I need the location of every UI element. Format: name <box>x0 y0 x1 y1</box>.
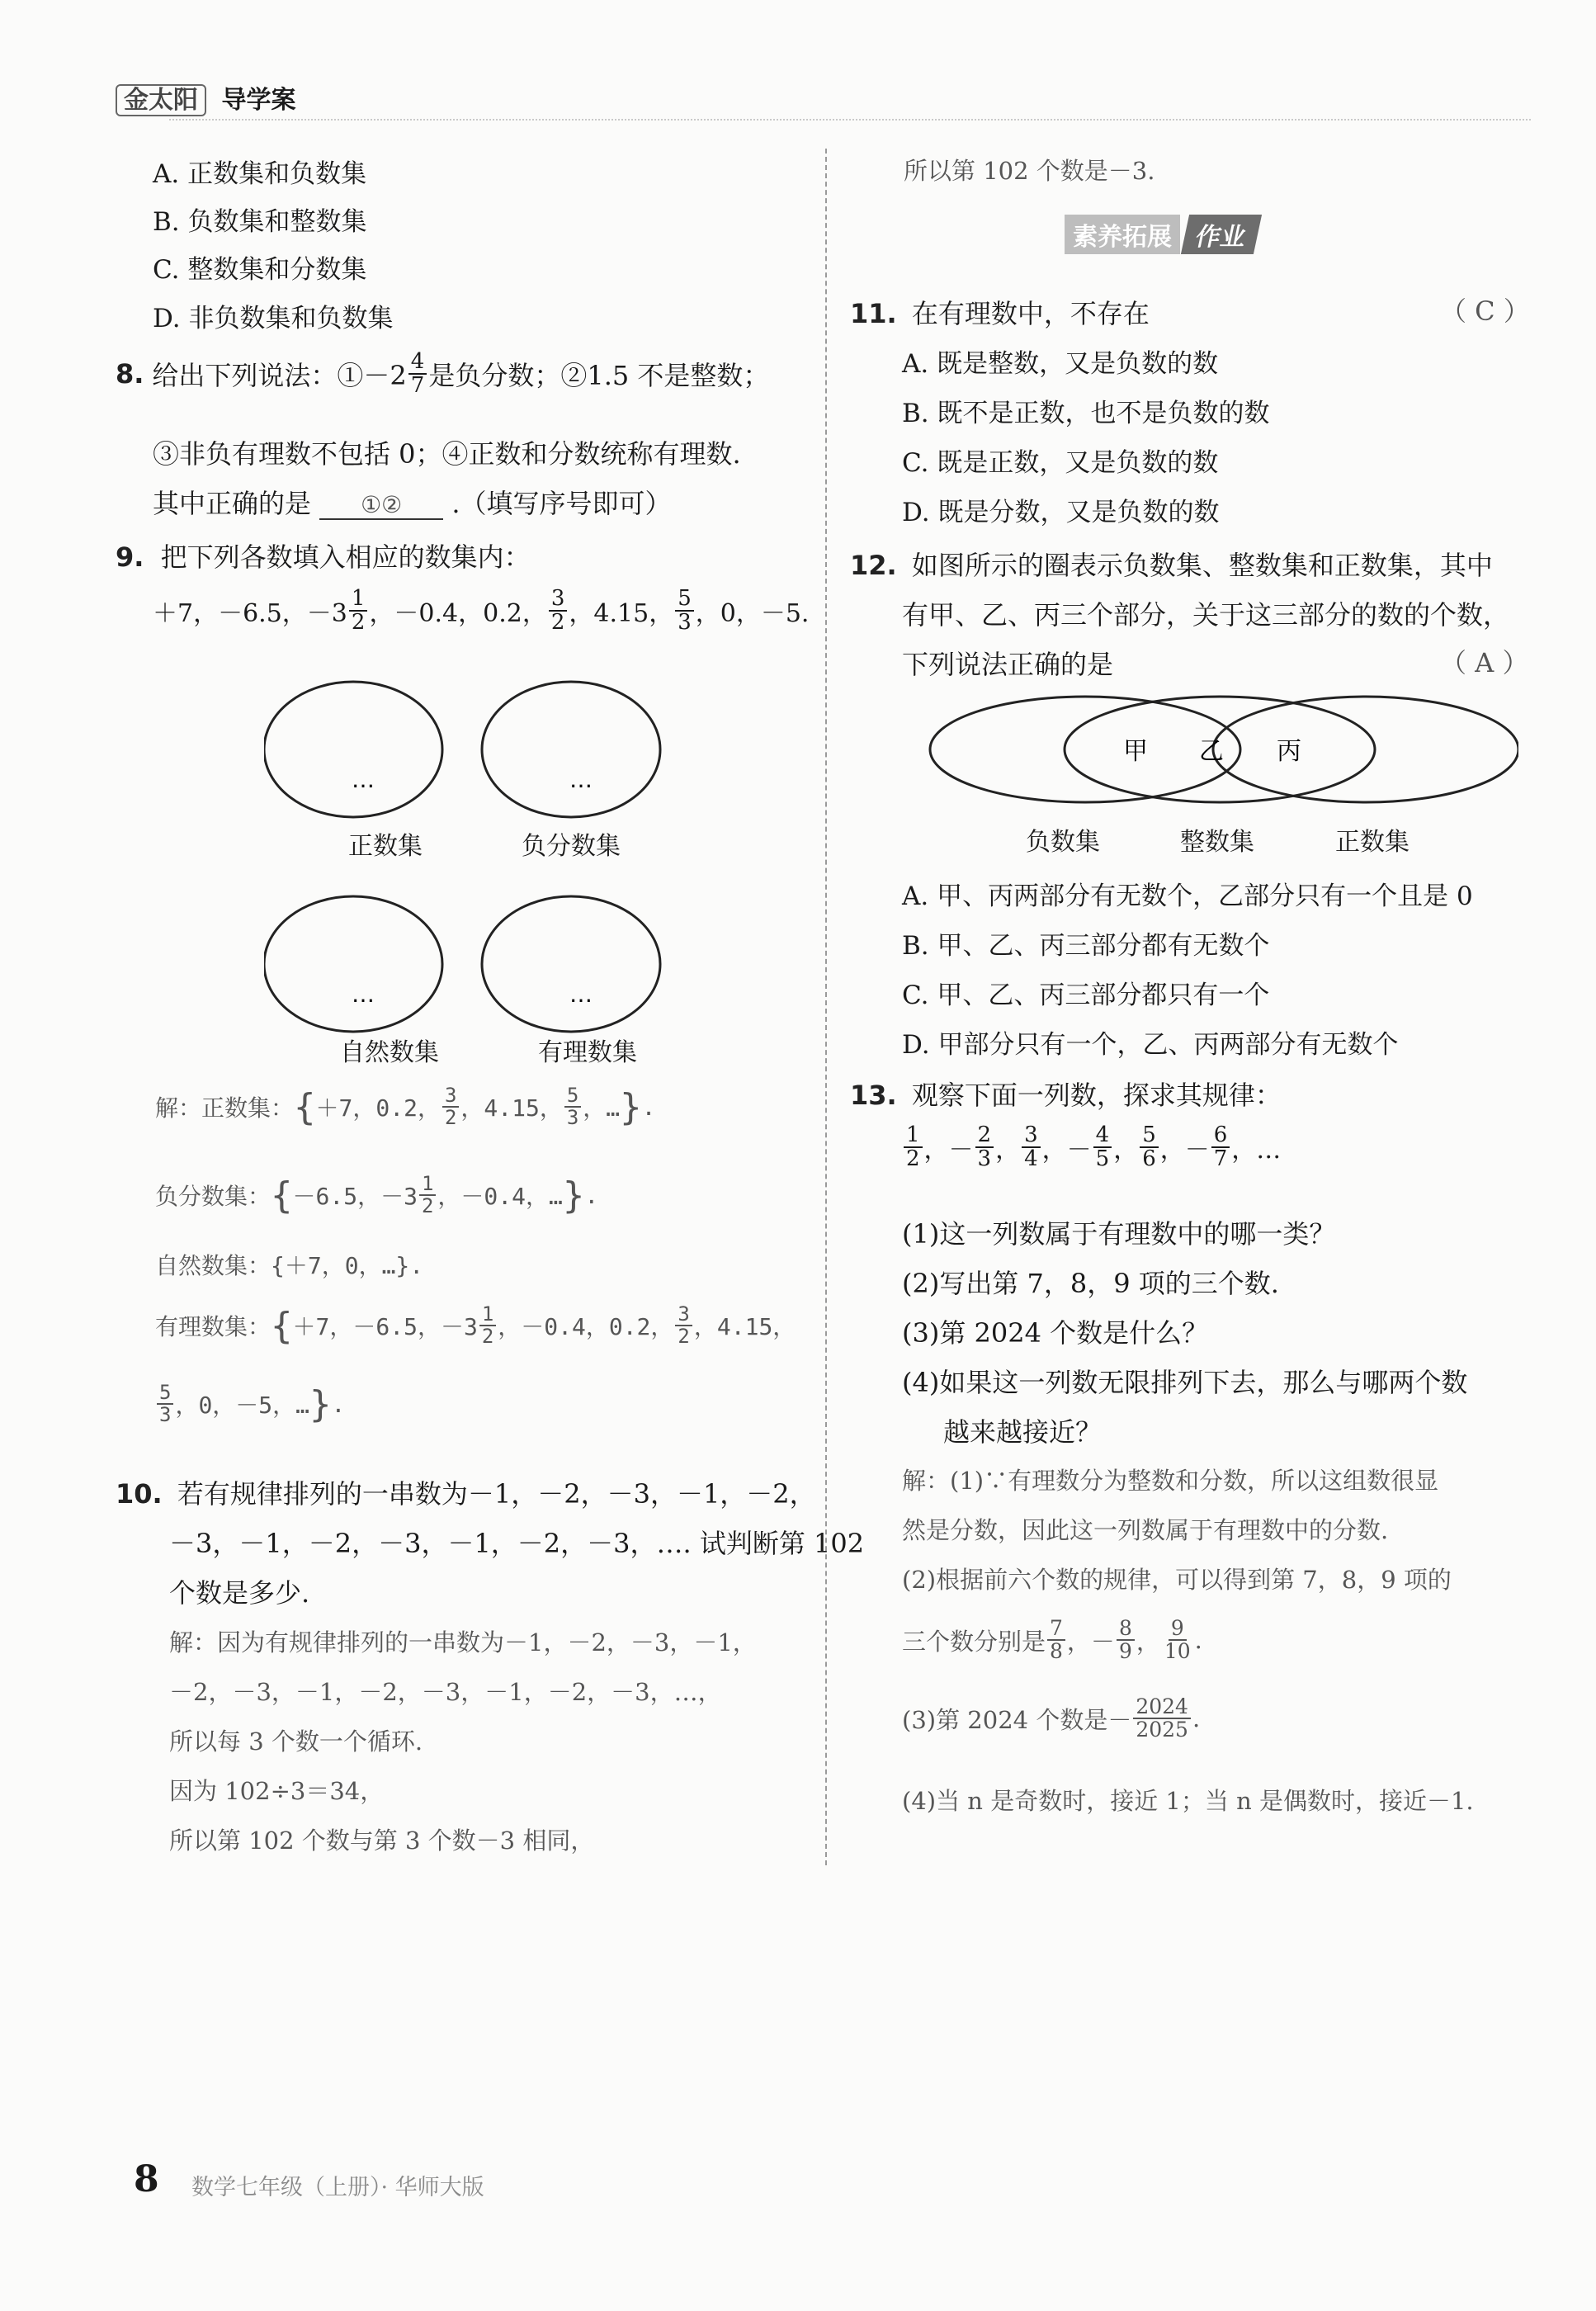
q9-frac-2 <box>549 588 568 635</box>
q8-line1 <box>116 351 769 398</box>
sol-part: ＋7，－6.5，－3 <box>292 1313 478 1341</box>
q8-frac-num: 4 <box>408 351 427 375</box>
q12-line2: 有甲、乙、丙三个部分，关于这三部分的数的个数， <box>902 599 1510 631</box>
frac-num: 3 <box>549 588 568 612</box>
column-divider <box>825 149 827 1865</box>
q8-fraction <box>408 351 427 398</box>
brand-name: 金太阳 <box>116 84 206 116</box>
q10-sol-3: 所以每 3 个数一个循环. <box>169 1727 423 1756</box>
frac-num: 5 <box>564 1085 581 1108</box>
frac-num: 2024 <box>1133 1696 1191 1719</box>
sol-frac <box>157 1382 173 1425</box>
sol-part: ＋7，0.2， <box>315 1094 441 1122</box>
section-badge <box>1065 216 1258 253</box>
q9-nums-a: ＋7，－6.5，－3 <box>153 599 347 629</box>
q11-number: 11. <box>850 298 897 329</box>
venn-label-integer: 整数集 <box>1180 828 1254 857</box>
q11-option-d: D. 既是分数，又是负数的数 <box>902 498 1220 527</box>
venn-label-negative: 负数集 <box>1026 828 1100 857</box>
seq-separator: ，－ <box>1041 1136 1092 1165</box>
brace-close: } <box>309 1382 332 1425</box>
frac-num: 3 <box>1022 1124 1041 1148</box>
q8-number: 8. <box>116 358 144 390</box>
frac-den: 3 <box>977 1146 992 1172</box>
q9-sol-natural: 自然数集：{＋7，0，…}. <box>155 1252 424 1279</box>
frac-num: 1 <box>419 1174 436 1196</box>
q9-sol-rational-cont <box>155 1382 345 1425</box>
sol-period: . <box>584 1181 599 1209</box>
q7-option-d: D. 非负数集和负数集 <box>153 304 394 333</box>
frac-den: 3 <box>678 610 692 636</box>
q8-text-a: 给出下列说法：①－2 <box>152 360 407 392</box>
frac-den: 10 <box>1164 1639 1191 1664</box>
frac-num: 1 <box>479 1304 496 1326</box>
q12-option-c: C. 甲、乙、丙三部分都只有一个 <box>902 981 1270 1010</box>
ellipsis: … <box>352 981 375 1008</box>
q9-sol-rational <box>155 1304 796 1347</box>
q13-sol-4: (4)当 n 是奇数时，接近 1；当 n 是偶数时，接近－1. <box>902 1787 1474 1815</box>
venn-label-positive: 正数集 <box>1335 828 1409 857</box>
seq-fraction <box>1140 1124 1159 1171</box>
rational-set-ellipse <box>482 896 660 1032</box>
q9-sol-negative-fraction <box>155 1174 598 1217</box>
q7-option-c: C. 整数集和分数集 <box>153 255 367 285</box>
sol-frac <box>1162 1618 1193 1663</box>
sol-frac <box>1117 1618 1135 1663</box>
sol-frac <box>564 1085 581 1128</box>
part-bing-label: 丙 <box>1277 737 1301 766</box>
q9-prompt-line <box>116 536 531 574</box>
q12-option-a: A. 甲、丙两部分有无数个，乙部分只有一个且是 0 <box>902 881 1473 911</box>
frac-num: 3 <box>442 1085 459 1108</box>
brand-title: 导学案 <box>221 86 296 115</box>
frac-den: 2025 <box>1136 1718 1188 1742</box>
q9-numbers <box>153 588 809 635</box>
frac-den: 2 <box>550 610 565 636</box>
set-label-natural: 自然数集 <box>340 1038 439 1067</box>
frac-num: 1 <box>349 588 368 612</box>
frac-den: 7 <box>1213 1146 1228 1172</box>
frac-den: 2 <box>421 1194 434 1218</box>
frac-den: 9 <box>1118 1639 1132 1664</box>
brace-open: { <box>271 1304 293 1347</box>
q10-sol-5: 所以第 102 个数与第 3 个数－3 相同， <box>169 1827 595 1855</box>
q12-answer: （ A ） <box>1440 647 1529 678</box>
frac-den: 2 <box>906 1146 920 1172</box>
q12-number: 12. <box>850 550 897 581</box>
section-tag: 作业 <box>1181 215 1262 254</box>
seq-fraction <box>975 1124 994 1171</box>
frac-num: 6 <box>1211 1124 1230 1148</box>
set-label-positive: 正数集 <box>348 832 423 861</box>
q13-sub-4: (4)如果这一列数无限排列下去，那么与哪两个数 <box>902 1367 1468 1398</box>
frac-num: 5 <box>1140 1124 1159 1148</box>
brace-open: { <box>294 1085 316 1128</box>
negative-fraction-set-ellipse <box>482 682 660 817</box>
brace-close: } <box>562 1174 585 1217</box>
ellipsis: … <box>569 981 593 1008</box>
q13-number: 13. <box>850 1080 897 1111</box>
set-label-rational: 有理数集 <box>538 1038 637 1067</box>
frac-den: 2 <box>444 1106 457 1130</box>
q8-line2: ③非负有理数不包括 0；④正数和分数统称有理数. <box>153 438 741 470</box>
q10-line1 <box>116 1473 816 1511</box>
q10-text: 若有规律排列的一串数为－1，－2，－3，－1，－2， <box>177 1478 816 1510</box>
q13-sub-1: (1)这一列数属于有理数中的哪一类？ <box>902 1218 1336 1250</box>
brace-close: } <box>620 1085 642 1128</box>
sol-part: ，－0.4，… <box>437 1183 563 1211</box>
q9-number: 9. <box>116 541 144 573</box>
frac-den: 3 <box>159 1403 172 1427</box>
q13-sol-2a: (2)根据前六个数的规律，可以得到第 7，8，9 项的 <box>902 1566 1452 1594</box>
sol-period: . <box>331 1390 346 1418</box>
sol-part: ，0，－5，… <box>175 1392 310 1420</box>
frac-den: 2 <box>481 1325 494 1349</box>
header-brand <box>116 79 295 116</box>
q13-sub-4-cont: 越来越接近？ <box>943 1416 1103 1448</box>
frac-num: 5 <box>675 588 694 612</box>
ellipsis: … <box>352 766 375 793</box>
q10-line2: －3，－1，－2，－3，－1，－2，－3，…. 试判断第 102 <box>169 1528 865 1559</box>
seq-separator: ， <box>1113 1136 1139 1165</box>
q13-sol-3 <box>902 1696 1200 1742</box>
q10-sol-1: 解：因为有规律排列的一串数为－1，－2，－3，－1， <box>169 1628 757 1656</box>
q12-line3: 下列说法正确的是 <box>902 649 1114 680</box>
seq-separator: ，－ <box>1159 1136 1210 1165</box>
seq-fraction <box>1022 1124 1041 1171</box>
q8-frac-den: 7 <box>410 373 425 399</box>
q13-sol-2b <box>902 1618 1202 1663</box>
sol-text: 三个数分别是 <box>902 1627 1046 1656</box>
q11-option-b: B. 既不是正数，也不是负数的数 <box>902 399 1270 428</box>
q9-frac-1 <box>349 588 368 635</box>
frac-num: 5 <box>157 1382 173 1405</box>
sol-frac <box>1133 1696 1191 1742</box>
frac-num: 4 <box>1093 1124 1112 1148</box>
q10-sol-tail: 所以第 102 个数是－3. <box>904 157 1155 185</box>
q10-line3: 个数是多少. <box>169 1577 310 1609</box>
frac-num: 2 <box>975 1124 994 1148</box>
sol-part: ，4.15， <box>693 1313 796 1341</box>
q9-frac-3 <box>675 588 694 635</box>
q10-sol-2: －2，－3，－1，－2，－3，－1，－2，－3，…， <box>169 1678 722 1706</box>
sol-frac <box>442 1085 459 1128</box>
q13-stem: 观察下面一列数，探求其规律： <box>911 1080 1282 1111</box>
frac-den: 6 <box>1142 1146 1156 1172</box>
q8-answer: ①② <box>319 491 443 520</box>
q7-option-a: A. 正数集和负数集 <box>153 159 367 189</box>
seq-tail: ，… <box>1231 1136 1282 1165</box>
frac-den: 8 <box>1050 1639 1063 1664</box>
sol-part: ，4.15， <box>460 1094 563 1122</box>
section-title: 素养拓展 <box>1065 215 1180 254</box>
q9-set-diagram <box>264 677 693 1073</box>
q10-number: 10. <box>116 1478 163 1510</box>
header-rule <box>169 119 1531 121</box>
q9-prompt: 把下列各数填入相应的数集内： <box>160 541 531 573</box>
sol-label: 有理数集： <box>155 1313 272 1341</box>
sol-frac <box>1047 1618 1065 1663</box>
sol-frac <box>479 1304 496 1347</box>
sol-label: 解：正数集： <box>155 1094 295 1122</box>
positive-set-ellipse <box>264 682 442 817</box>
sol-text: (3)第 2024 个数是－ <box>902 1705 1132 1734</box>
sol-frac <box>419 1174 436 1217</box>
sol-period: . <box>1194 1626 1202 1655</box>
q8-line3-a: 其中正确的是 <box>153 488 312 519</box>
q12-venn-diagram <box>924 693 1518 817</box>
frac-num: 3 <box>675 1304 692 1326</box>
q9-nums-b: ，－0.4，0.2， <box>369 599 547 629</box>
sol-text: ， <box>1136 1627 1160 1656</box>
frac-den: 2 <box>351 610 366 636</box>
negative-set-ellipse <box>930 697 1240 802</box>
q11-option-a: A. 既是整数，又是负数的数 <box>902 349 1219 379</box>
positive-set-ellipse <box>1213 697 1518 802</box>
q13-sol-1a: 解：(1)∵有理数分为整数和分数，所以这组数很显 <box>902 1467 1439 1495</box>
natural-set-ellipse <box>264 896 442 1032</box>
q13-sub-2: (2)写出第 7，8，9 项的三个数. <box>902 1268 1279 1299</box>
frac-num: 8 <box>1117 1618 1135 1641</box>
q13-sub-3: (3)第 2024 个数是什么？ <box>902 1317 1209 1349</box>
brace-open: { <box>271 1174 293 1217</box>
q7-option-b: B. 负数集和整数集 <box>153 207 367 237</box>
set-label-negative-fraction: 负分数集 <box>522 832 621 861</box>
q12-text-1: 如图所示的圈表示负数集、整数集和正数集，其中 <box>911 550 1493 581</box>
sol-period: . <box>1192 1704 1201 1733</box>
frac-num: 7 <box>1047 1618 1065 1641</box>
q11-option-c: C. 既是正数，又是负数的数 <box>902 448 1219 478</box>
q9-nums-d: ，0，－5. <box>695 599 810 629</box>
footer-text: 数学七年级（上册）· 华师大版 <box>191 2175 484 2200</box>
frac-den: 5 <box>1095 1146 1110 1172</box>
q8-line3 <box>153 483 672 521</box>
seq-separator: ， <box>995 1136 1021 1165</box>
q12-option-d: D. 甲部分只有一个，乙、丙两部分有无数个 <box>902 1030 1399 1060</box>
q11-answer: （ C ） <box>1440 295 1530 327</box>
q13-sol-1b: 然是分数，因此这一列数属于有理数中的分数. <box>902 1516 1389 1544</box>
q11-stem-line <box>850 293 1150 331</box>
q8-text-b: 是负分数；②1.5 不是整数； <box>428 360 770 392</box>
sol-frac <box>675 1304 692 1347</box>
q12-option-b: B. 甲、乙、丙三部分都有无数个 <box>902 931 1270 961</box>
frac-den: 4 <box>1024 1146 1038 1172</box>
frac-den: 2 <box>678 1325 690 1349</box>
q12-line1 <box>850 545 1493 583</box>
q13-stem-line <box>850 1075 1282 1113</box>
sol-part: －6.5，－3 <box>292 1183 418 1211</box>
seq-separator: ，－ <box>923 1136 974 1165</box>
sol-period: . <box>641 1093 656 1121</box>
seq-fraction <box>1093 1124 1112 1171</box>
sol-part: ，… <box>583 1094 621 1122</box>
seq-fraction <box>1211 1124 1230 1171</box>
frac-num: 9 <box>1169 1618 1187 1641</box>
sol-label: 负分数集： <box>155 1183 272 1211</box>
seq-fraction <box>904 1124 923 1171</box>
part-yi-label: 乙 <box>1199 737 1224 766</box>
part-jia-label: 甲 <box>1123 737 1148 766</box>
sol-text: ，－ <box>1066 1627 1115 1656</box>
q9-nums-c: ，4.15， <box>569 599 674 629</box>
q10-sol-4: 因为 102÷3＝34， <box>169 1777 385 1805</box>
q13-sequence <box>902 1124 1281 1171</box>
page-number: 8 <box>134 2158 159 2200</box>
q8-line3-b: .（填写序号即可） <box>451 488 672 519</box>
q9-sol-positive <box>155 1085 656 1128</box>
q11-stem: 在有理数中，不存在 <box>911 298 1150 329</box>
frac-den: 3 <box>566 1106 579 1130</box>
frac-num: 1 <box>904 1124 923 1148</box>
ellipsis: … <box>569 766 593 793</box>
sol-part: ，－0.4，0.2， <box>498 1313 674 1341</box>
